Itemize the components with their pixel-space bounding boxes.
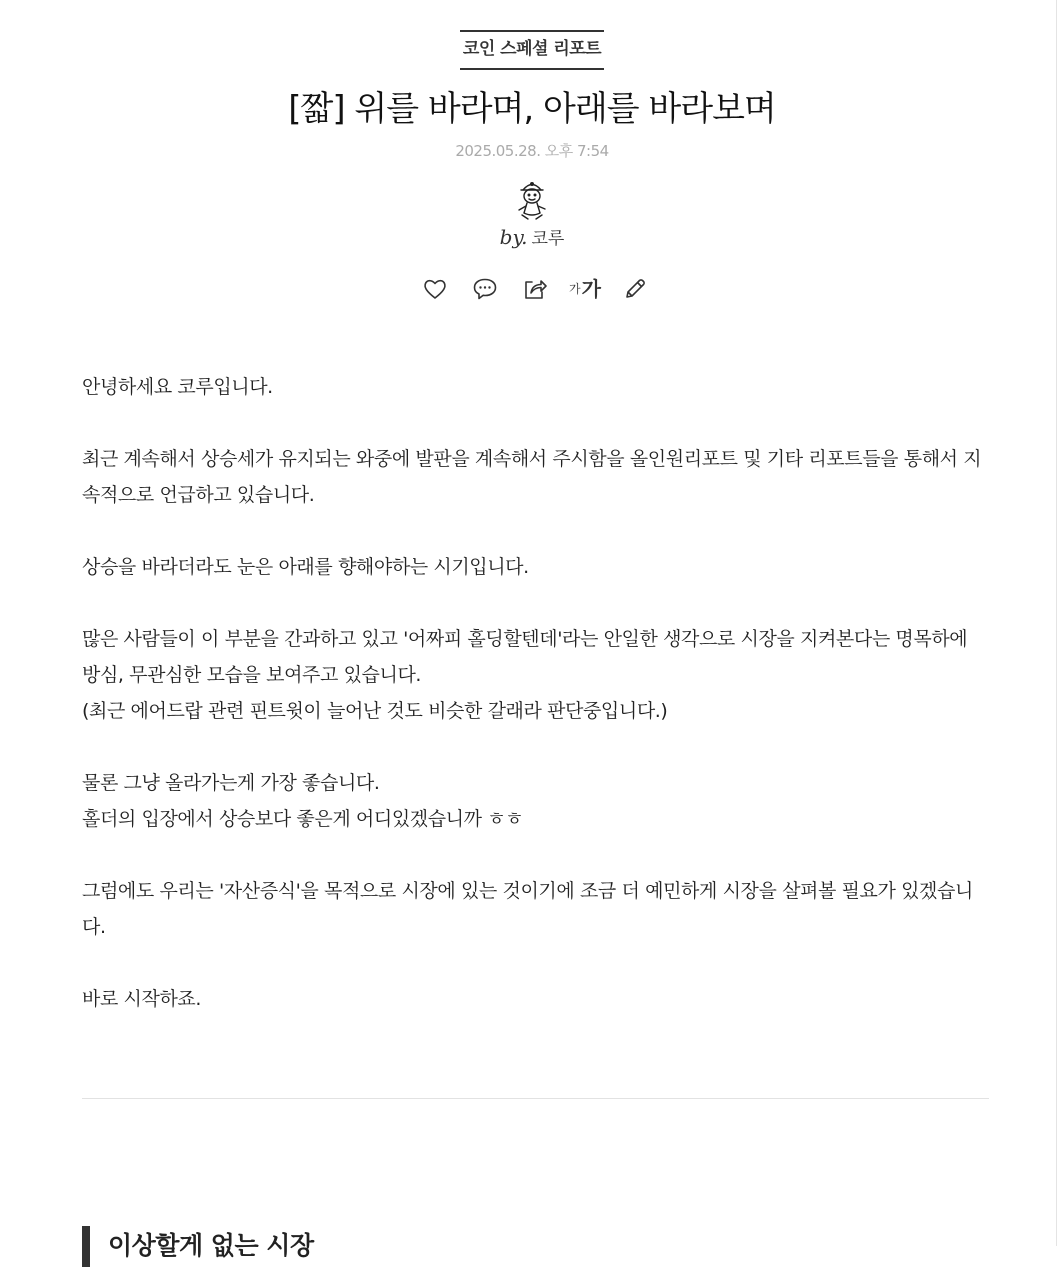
section-heading: 이상할게 없는 시장 (82, 1226, 314, 1267)
edit-button[interactable] (620, 274, 650, 304)
paragraph-line: 방심, 무관심한 모습을 보여주고 있습니다. (82, 664, 422, 686)
article-header (0, 30, 1064, 250)
category-label[interactable]: 코인 스페셜 리포트 (460, 30, 604, 70)
font-size-small-label: 가 (569, 282, 581, 296)
paragraph-line: (최근 에어드랍 관련 핀트윗이 늘어난 것도 비슷한 갈래라 판단중입니다.) (82, 700, 668, 722)
paragraph-line: 그럼에도 우리는 '자산증식'을 목적으로 시장에 있는 것이기에 조금 더 예민하게 시장을 살펴볼 필요가 있겠습니 (82, 880, 973, 902)
paragraph-line: 최근 계속해서 상승세가 유지되는 와중에 발판을 계속해서 주시함을 올인원리포트 및 기타 리포트들을 통해서 지 (82, 448, 982, 470)
paragraph-line: 상승을 바라더라도 눈은 아래를 향해야하는 시기입니다. (82, 556, 529, 578)
paragraph-holder (82, 765, 992, 837)
font-size-large-label: 가 (581, 277, 601, 301)
paragraph-line: 바로 시작하죠. (82, 988, 202, 1010)
article-title: [짧] 위를 바라며, 아래를 바라보며 (288, 89, 776, 129)
paragraph-warning (82, 621, 992, 729)
paragraph-greeting (82, 369, 992, 405)
share-icon (522, 276, 548, 302)
article-body (82, 369, 992, 1053)
paragraph-point (82, 549, 992, 585)
like-button[interactable] (420, 274, 450, 304)
comment-icon (472, 276, 498, 302)
byline-prefix: by. (499, 225, 528, 249)
paragraph-line: 안녕하세요 코루입니다. (82, 376, 273, 398)
comment-button[interactable] (470, 274, 500, 304)
pencil-icon (622, 276, 648, 302)
paragraph-line: 물론 그냥 올라가는게 가장 좋습니다. (82, 772, 380, 794)
publish-date: 2025.05.28. 오후 7:54 (455, 142, 609, 160)
author-avatar-icon[interactable] (508, 174, 556, 222)
paragraph-goal (82, 873, 992, 945)
paragraph-start (82, 981, 992, 1017)
section-divider (82, 1098, 989, 1099)
paragraph-line: 홀더의 입장에서 상승보다 좋은게 어디있겠습니까 ㅎㅎ (82, 808, 524, 830)
heart-icon (422, 276, 448, 302)
byline[interactable] (0, 226, 1064, 250)
font-size-button[interactable] (570, 274, 600, 304)
article-toolbar (0, 274, 1064, 304)
paragraph-line: 많은 사람들이 이 부분을 간과하고 있고 '어짜피 홀딩할텐데'라는 안일한 생각으로 시장을 지켜본다는 명목하에 (82, 628, 968, 650)
author-name[interactable]: 코루 (531, 229, 565, 249)
share-button[interactable] (520, 274, 550, 304)
paragraph-intro (82, 441, 992, 513)
paragraph-line: 속적으로 언급하고 있습니다. (82, 484, 315, 506)
paragraph-line: 다. (82, 916, 106, 938)
